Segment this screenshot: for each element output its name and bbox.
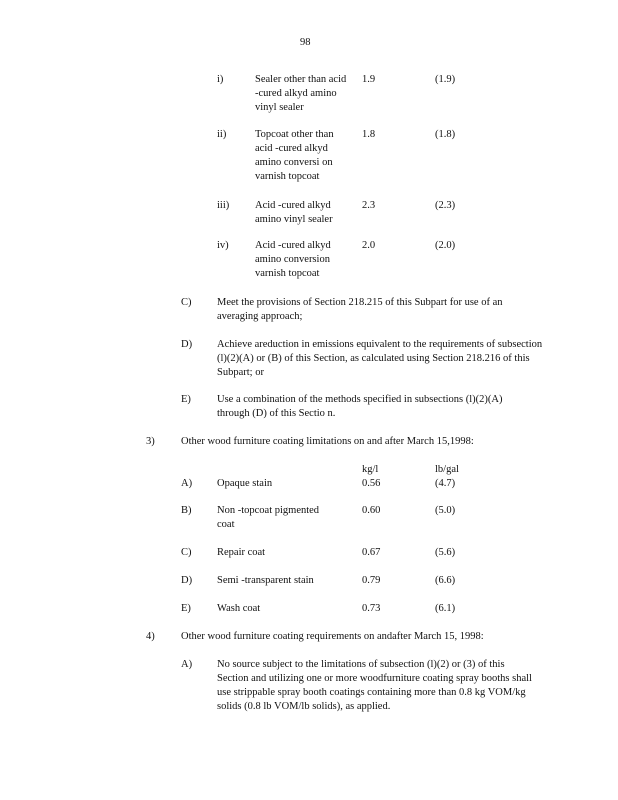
row-marker: D)	[181, 575, 193, 586]
item-kg-value: 1.8	[362, 129, 376, 140]
section-3-heading: Other wood furniture coating limitations on and after March 15,1998:	[181, 436, 474, 447]
item-marker: iii)	[217, 200, 230, 211]
row-marker: E)	[181, 603, 191, 614]
option-text: Use a combination of the methods specified in subsections (l)(2)(A) through (D) of this Sectio n.	[217, 394, 503, 419]
row-lb: (5.6)	[435, 547, 456, 558]
row-name: Semi -transparent stain	[217, 575, 314, 586]
row-kg: 0.67	[362, 547, 381, 558]
page-number: 98	[300, 37, 311, 48]
item-marker: iv)	[217, 240, 229, 251]
section-4-marker: 4)	[146, 631, 155, 642]
option-marker: E)	[181, 394, 191, 405]
row-kg: 0.60	[362, 505, 381, 516]
item-kg-value: 2.0	[362, 240, 376, 251]
item-lb-value: (2.0)	[435, 240, 456, 251]
option-marker: D)	[181, 339, 193, 350]
row-marker: C)	[181, 547, 192, 558]
row-lb: (5.0)	[435, 505, 456, 516]
item-marker: ii)	[217, 129, 227, 140]
section-3-marker: 3)	[146, 436, 155, 447]
requirement-marker: A)	[181, 659, 193, 670]
item-lb-value: (2.3)	[435, 200, 456, 211]
item-text: Acid -cured alkyd amino conversion varnish topcoat	[255, 240, 331, 279]
row-name: Wash coat	[217, 603, 261, 614]
item-kg-value: 2.3	[362, 200, 376, 211]
item-lb-value: (1.9)	[435, 74, 456, 85]
row-name: Repair coat	[217, 547, 266, 558]
option-text: Meet the provisions of Section 218.215 of this Subpart for use of an averaging approach;	[217, 297, 503, 322]
row-kg: 0.56	[362, 478, 381, 489]
option-marker: C)	[181, 297, 192, 308]
item-text: Topcoat other than acid -cured alkyd amino conversi on varnish topcoat	[255, 129, 334, 182]
section-4-heading: Other wood furniture coating requirements on andafter March 15, 1998:	[181, 631, 484, 642]
item-text: Acid -cured alkyd amino vinyl sealer	[255, 200, 333, 225]
column-header-kg: kg/l	[362, 464, 379, 475]
row-lb: (6.1)	[435, 603, 456, 614]
requirement-text: No source subject to the limitations of subsection (l)(2) or (3) of this Section and utilizing one or more woodfurniture coating spray booths shall use strippable spray booth coatings containing more than 0.8 kg VOM/kg solids (0.8 lb VOM/lb solids), as applied.	[217, 659, 532, 712]
item-kg-value: 1.9	[362, 74, 376, 85]
column-header-lb: lb/gal	[435, 464, 459, 475]
row-marker: A)	[181, 478, 193, 489]
item-lb-value: (1.8)	[435, 129, 456, 140]
row-name: Opaque stain	[217, 478, 273, 489]
row-name: Non -topcoat pigmented coat	[217, 505, 320, 530]
row-lb: (6.6)	[435, 575, 456, 586]
row-kg: 0.73	[362, 603, 381, 614]
option-text: Achieve areduction in emissions equivalent to the requirements of subsection (l)(2)(A) or (B) of this Section, as calculated using Section 218.216 of this Subpart; or	[217, 339, 543, 378]
row-kg: 0.79	[362, 575, 381, 586]
item-marker: i)	[217, 74, 224, 85]
item-text: Sealer other than acid -cured alkyd amino vinyl sealer	[255, 74, 347, 113]
row-lb: (4.7)	[435, 478, 456, 489]
row-marker: B)	[181, 505, 192, 516]
